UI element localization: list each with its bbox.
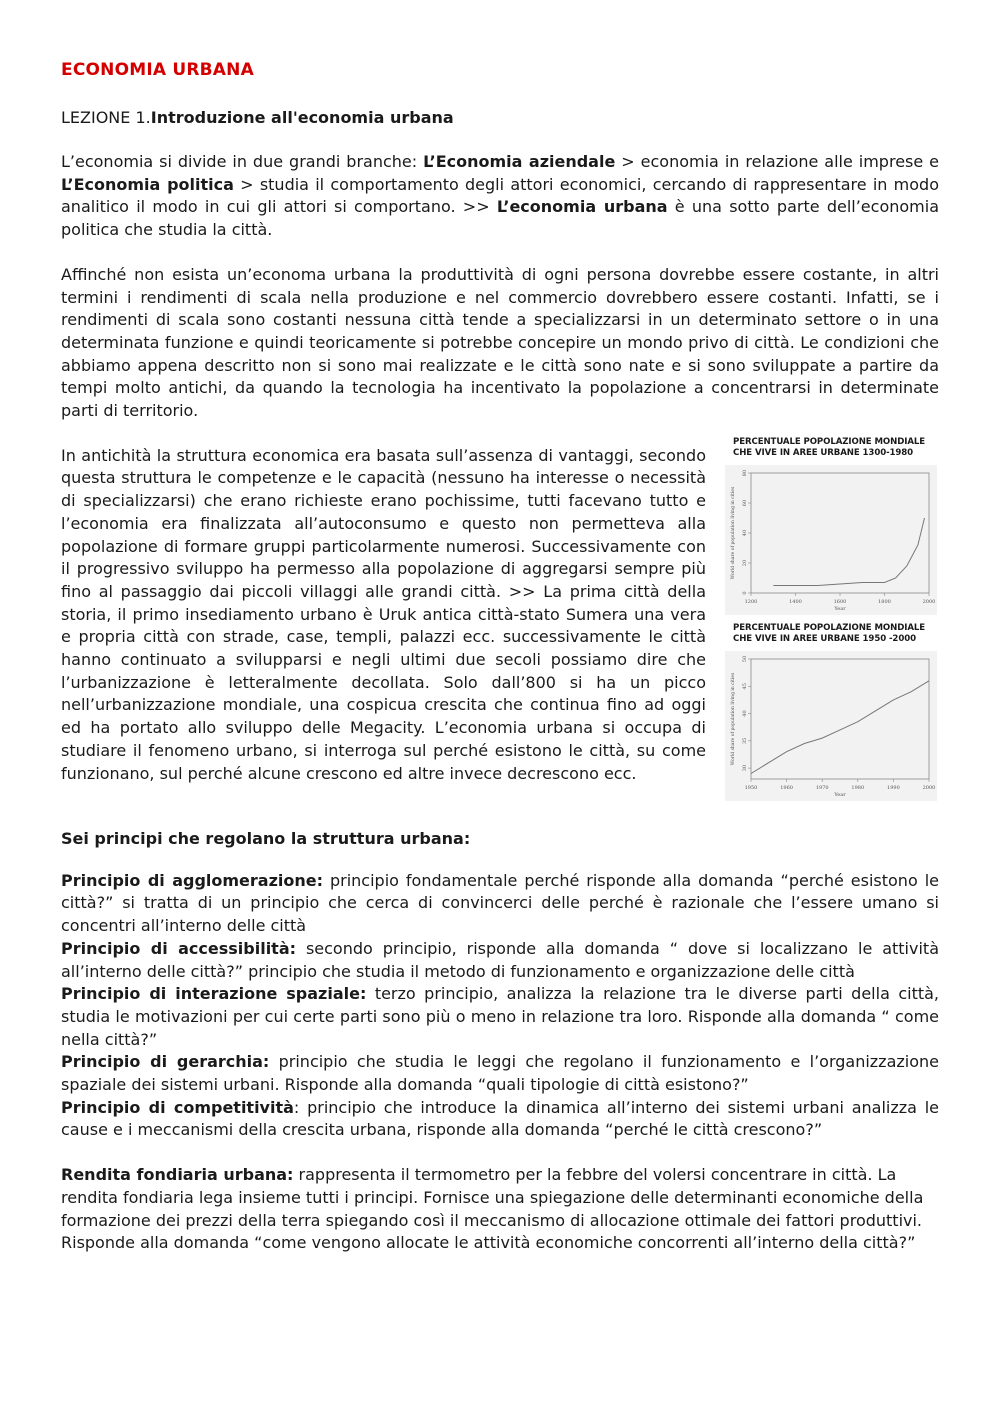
line-chart xyxy=(725,465,937,615)
rendita-text: rappresenta il termometro per la febbre del volersi concentrare in città. La rendita fondiaria lega insieme tutti i principi. Fornisce una spiegazione delle determinanti economiche della formazione dei prezzi della terra spiegando così il meccanismo di allocazione ottimale dei fattori produttivi. Risponde alla domanda “come vengono allocate le attività economiche concorrenti all’interno della città?” xyxy=(61,1165,924,1253)
x-tick-label: 1990 xyxy=(887,784,900,791)
principle-label: Principio di accessibilità: xyxy=(61,938,297,958)
y-tick-label: 40 xyxy=(742,710,748,717)
lesson-number: LEZIONE 1. xyxy=(61,108,151,127)
principle-label: Principio di agglomerazione: xyxy=(61,870,324,890)
rendita-paragraph xyxy=(61,1164,939,1255)
rendimenti-paragraph: Affinché non esista un’economa urbana la produttività di ogni persona dovrebbe essere costante, in altri termini i rendimenti di scala nella produzione e nel commercio dovrebbero essere costanti. Infatti, se i rendimenti di scala sono costanti nessuna città tende a specializzarsi in un determinato settore o in una determinata funzione e quindi teoricamente si potrebbe concepire un mondo privo di città. Le condizioni che abbiamo appena descritto non si sono mai realizzate e le città sono nate e si sono sviluppate a partire da tempi molto antichi, da quando la tecnologia ha incentivato la popolazione a concentrarsi in determinate parti di territorio. xyxy=(61,264,939,421)
document-title: ECONOMIA URBANA xyxy=(61,60,254,80)
intro-text-4: è una sotto parte dell’economia politica che studia la città. xyxy=(61,197,939,240)
series-line xyxy=(751,681,929,774)
chart-caption: PERCENTUALE POPOLAZIONE MONDIALE CHE VIVE IN AREE URBANE 1950 -2000 xyxy=(733,622,926,644)
x-tick-label: 1970 xyxy=(815,784,829,791)
line-chart xyxy=(725,651,937,801)
chart-1300-1980 xyxy=(723,437,939,615)
plot-frame xyxy=(751,659,929,779)
x-axis-label: Year xyxy=(834,791,846,798)
x-tick-label: 1960 xyxy=(780,784,793,791)
plot-frame xyxy=(751,473,929,593)
term-economia-aziendale: L’Economia aziendale xyxy=(423,152,616,171)
series-line xyxy=(773,518,924,586)
y-tick-label: 50 xyxy=(742,655,748,662)
chart-area xyxy=(725,651,937,801)
principle-label: Principio di gerarchia: xyxy=(61,1052,270,1072)
principle-text: : principio che introduce la dinamica all’interno dei sistemi urbani analizza le cause e i meccanismi della crescita urbana, risponde alla domanda “perché le città crescono?” xyxy=(61,1097,940,1140)
principles-list xyxy=(61,870,939,1142)
chart-1950-2000 xyxy=(723,623,939,801)
history-paragraph: In antichità la struttura economica era basata sull’assenza di vantaggi, secondo questa struttura le competenze e le capacità (nessuno ha interesse o necessità di specializzarsi) che erano richieste erano pochissime, tutti facevano tutto e l’economia era finalizzata all’autoconsumo e questo non permetteva alla popolazione di formare gruppi particolarmente numerosi. Successivamente con il progressivo sviluppo ha permesso alla popolazione di aggregarsi sempre più fino al passaggio dai piccoli villaggi alle grandi città. >> La prima città della storia, il primo insediamento urbano è Uruk antica città-stato Sumera una vera e propria città con strade, case, templi, palazzi ecc. successivamente le città hanno continuato a svilupparsi e negli ultimi due secoli possiamo dire che l’urbanizzazione è letteralmente decollata. Solo dall’800 si ha un picco nell’urbanizzazione mondiale, una cospicua crescita che continua fino ad oggi ed ha portato allo sviluppo delle Megacity. L’economia urbana si occupa di studiare il fenomeno urbano, si interroga sul perché esistono le città, su come funzionano, sul perché alcune crescono ed altre invece decrescono ecc. xyxy=(61,445,706,783)
x-tick-label: 1200 xyxy=(744,598,758,605)
intro-text-3: > studia il comportamento degli attori economici, cercando di rappresentare in modo analitico il modo in cui gli attori si comportano. >> xyxy=(61,174,939,217)
y-axis-label: World share of population living in cities xyxy=(731,486,736,580)
intro-paragraph xyxy=(61,151,939,242)
x-tick-label: 1400 xyxy=(789,598,802,605)
principle-accessibilita xyxy=(61,938,939,983)
x-tick-label: 1950 xyxy=(744,784,758,791)
principle-agglomerazione xyxy=(61,870,939,938)
principle-interazione xyxy=(61,983,939,1051)
principle-label: Principio di interazione spaziale: xyxy=(61,984,367,1004)
y-tick-label: 45 xyxy=(742,682,748,690)
intro-text-1: L’economia si divide in due grandi branche: xyxy=(61,152,424,171)
x-tick-label: 1600 xyxy=(833,598,847,605)
principle-text: secondo principio, risponde alla domanda “ dove si localizzano le attività all’interno delle città?” principio che studia il metodo di funzionamento e organizzazione delle città xyxy=(61,938,939,981)
principle-competitivita xyxy=(61,1097,939,1142)
lesson-heading xyxy=(61,108,939,127)
term-economia-politica: L’Economia politica xyxy=(61,174,234,194)
x-tick-label: 1800 xyxy=(878,598,891,605)
y-tick-label: 20 xyxy=(742,559,748,566)
term-economia-urbana: L’economia urbana xyxy=(496,197,668,217)
document-page xyxy=(61,60,939,1255)
x-tick-label: 1980 xyxy=(851,784,865,791)
lesson-title: Introduzione all'economia urbana xyxy=(150,108,454,127)
history-section xyxy=(61,436,939,809)
y-axis-label: World share of population living in cities xyxy=(731,672,736,766)
chart-caption: PERCENTUALE POPOLAZIONE MONDIALE CHE VIVE IN AREE URBANE 1300-1980 xyxy=(733,436,926,458)
chart-area xyxy=(725,465,937,615)
x-tick-label: 2000 xyxy=(922,784,936,791)
y-tick-label: 60 xyxy=(742,499,748,506)
rendita-section xyxy=(61,1164,939,1255)
principle-label: Principio di competitività xyxy=(61,1097,294,1117)
y-tick-label: 40 xyxy=(742,529,748,536)
principle-text: terzo principio, analizza la relazione tra le diverse parti della città, studia le motivazioni per cui certe parti sono più o meno in relazione tra loro. Risponde alla domanda “ come nella città?” xyxy=(61,984,940,1049)
principle-text: principio fondamentale perché risponde alla domanda “perché esistono le città?” si tratta di un principio che cerca di convincerci delle perché è razionale che l’essere umano si concentri all’interno delle città xyxy=(61,870,939,936)
x-axis-label: Year xyxy=(834,605,846,612)
principles-heading: Sei principi che regolano la struttura urbana: xyxy=(61,828,471,848)
principle-gerarchia xyxy=(61,1051,939,1096)
y-tick-label: 0 xyxy=(742,591,748,595)
y-tick-label: 35 xyxy=(742,737,748,744)
rendita-label: Rendita fondiaria urbana: xyxy=(61,1165,294,1185)
x-tick-label: 2000 xyxy=(922,598,936,605)
y-tick-label: 30 xyxy=(742,764,748,772)
principle-text: principio che studia le leggi che regolano il funzionamento e l’organizzazione spaziale dei sistemi urbani. Risponde alla domanda “quali tipologie di città esistono?” xyxy=(61,1052,940,1095)
y-tick-label: 80 xyxy=(742,469,748,476)
intro-text-2: > economia in relazione alle imprese e xyxy=(615,152,940,171)
charts-column xyxy=(723,437,939,809)
